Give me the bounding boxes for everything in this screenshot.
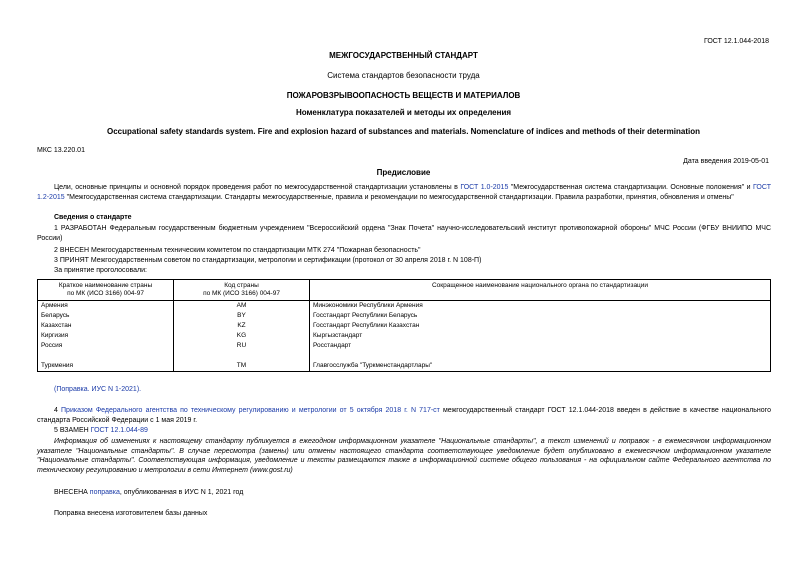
item-2: 2 ВНЕСЕН Межгосударственным техническим комитетом по стандартизации МТК 274 "Пожарная безопасность" [54, 247, 421, 254]
countries-table [37, 279, 771, 372]
standard-type-title: МЕЖГОСУДАРСТВЕННЫЙ СТАНДАРТ [329, 51, 478, 60]
gost-1-2-link[interactable]: ГОСТ 1.2-2015 [37, 184, 771, 201]
introduced-prefix: ВНЕСЕНА [54, 489, 90, 496]
foreword-text-2: "Межгосударственная система стандартизации. Основные положения" и [508, 184, 754, 191]
country-cell: Армения [38, 301, 174, 312]
intro-date: Дата введения 2019-05-01 [683, 158, 769, 165]
body-cell: Главгосслужба "Туркменстандартлары" [310, 361, 771, 372]
foreword-text-3: "Межгосударственная система стандартизации. Стандарты межгосударственные, правила и рекомендации по межгосударственной стандартизации. Правила разработки, принятия, обновления и отмены" [64, 193, 734, 201]
body-cell: Госстандарт Республики Беларусь [310, 311, 771, 321]
english-title: Occupational safety standards system. Fire and explosion hazard of substances and materials. Nomenclature of indices and methods of their determination [106, 127, 701, 136]
col-code-header-line1: Код страны [224, 282, 259, 289]
amendment-inline-link[interactable]: поправка [89, 489, 120, 496]
item-4 [37, 406, 771, 425]
country-cell: Туркмения [38, 361, 174, 372]
voted-label: За принятие проголосовали: [54, 267, 147, 274]
table-row [38, 331, 771, 341]
country-cell: Россия [38, 341, 174, 351]
body-cell [310, 351, 771, 361]
foreword-text-1: Цели, основные принципы и основной порядок проведения работ по межгосударственной стандартизации установлены в [54, 184, 461, 191]
col-country-header-line2: по МК (ИСО 3166) 004-97 [67, 290, 144, 297]
item-5-prefix: 5 ВЗАМЕН [54, 427, 91, 434]
document-code: ГОСТ 12.1.044-2018 [703, 38, 769, 45]
code-cell: AM [174, 301, 310, 312]
system-title: Система стандартов безопасности труда [327, 71, 480, 80]
info-notice: Информация об изменениях к настоящему стандарту публикуется в ежегодном информационном указателе "Национальные стандарты", а текст изменений и поправок - в ежемесячном информационном указателе "Национальные стандарты". В случае пересмотра (замены) или отмены настоящего стандарта соответствующее уведомление будет опубликовано в ежемесячном информационном указателе "Национальные стандарты". Соответствующая информация, уведомление и тексты размещаются также в информационной системе общего пользования - на официальном сайте Федерального агентства по техническому регулированию и метрологии в сети Интернет (www.gost.ru) [37, 438, 771, 474]
amendment-introduced [54, 489, 243, 496]
introduced-suffix: , опубликованная в ИУС N 1, 2021 год [119, 489, 244, 496]
item-1: 1 РАЗРАБОТАН Федеральным государственным бюджетным учреждением "Всероссийский ордена "Знак Почета" научно-исследовательский институт противопожарной обороны" МЧС России (ФГБУ ВНИИПО МЧС России) [37, 225, 771, 242]
country-cell: Казахстан [38, 321, 174, 331]
item-5 [54, 427, 148, 434]
code-cell: RU [174, 341, 310, 351]
gost-12-1-044-89-link[interactable]: ГОСТ 12.1.044-89 [90, 427, 148, 434]
table-row [38, 361, 771, 372]
col-country-header [38, 280, 174, 301]
country-cell: Киргизия [38, 331, 174, 341]
code-cell: KG [174, 331, 310, 341]
col-code-header-line2: по МК (ИСО 3166) 004-97 [203, 290, 280, 297]
code-cell: KZ [174, 321, 310, 331]
footer-note: Поправка внесена изготовителем базы данных [54, 510, 208, 517]
code-cell: BY [174, 311, 310, 321]
body-cell: Росстандарт [310, 341, 771, 351]
col-code-header [174, 280, 310, 301]
foreword-heading: Предисловие [376, 168, 431, 177]
table-row [38, 311, 771, 321]
code-cell [174, 351, 310, 361]
item-4-prefix: 4 [54, 407, 62, 414]
amendment-link[interactable]: (Поправка. ИУС N 1-2021). [54, 386, 142, 393]
country-cell [38, 351, 174, 361]
subject-title: ПОЖАРОВЗРЫВООПАСНОСТЬ ВЕЩЕСТВ И МАТЕРИАЛОВ [286, 91, 521, 100]
table-row [38, 351, 771, 361]
item-3: 3 ПРИНЯТ Межгосударственным советом по стандартизации, метрологии и сертификации (протокол от 30 апреля 2018 г. N 108-П) [54, 257, 482, 264]
subtitle: Номенклатура показателей и методы их определения [295, 108, 512, 117]
mks-code: МКС 13.220.01 [37, 147, 85, 154]
info-heading: Сведения о стандарте [54, 214, 132, 221]
body-cell: Госстандарт Республики Казахстан [310, 321, 771, 331]
code-cell: TM [174, 361, 310, 372]
order-link[interactable]: Приказом Федерального агентства по техническому регулированию и метрологии от 5 октября 2018 г. N 717-ст [61, 407, 440, 414]
table-header-row [38, 280, 771, 301]
item-4-text: межгосударственный стандарт ГОСТ 12.1.044-2018 введен в действие в качестве национального стандарта Российской Федерации с 1 мая 2019 г. [37, 407, 771, 424]
gost-1-0-link[interactable]: ГОСТ 1.0-2015 [460, 184, 509, 191]
country-cell: Беларусь [38, 311, 174, 321]
foreword-paragraph [37, 183, 771, 202]
table-row [38, 321, 771, 331]
body-cell: Кыргызстандарт [310, 331, 771, 341]
table-row [38, 341, 771, 351]
table-row [38, 301, 771, 312]
col-country-header-line1: Краткое наименование страны [58, 282, 153, 289]
body-cell: Минэкономики Республики Армения [310, 301, 771, 312]
col-body-header: Сокращенное наименование национального органа по стандартизации [310, 280, 771, 301]
